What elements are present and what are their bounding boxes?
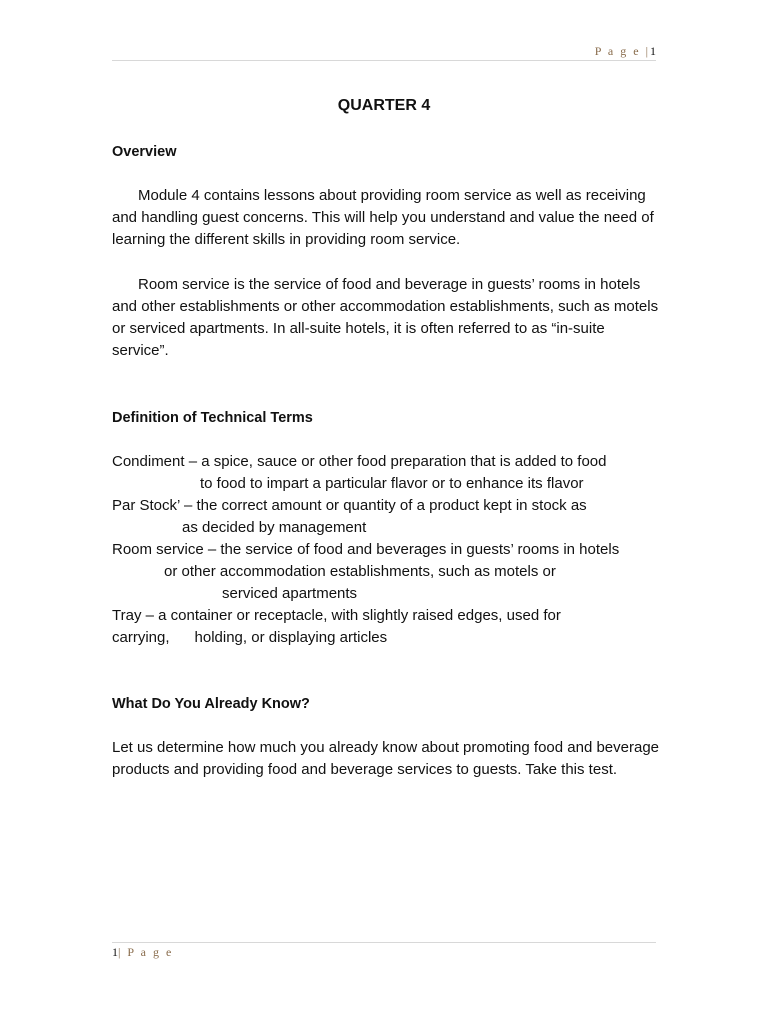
overview-section: [112, 141, 660, 163]
term-line: Tray – a container or receptacle, with slightly raised edges, used for: [112, 607, 561, 624]
term-line: Room service – the service of food and beverages in guests’ rooms in hotels: [112, 541, 620, 558]
header-page-label: P a g e |: [594, 44, 650, 58]
page-header: [595, 44, 656, 59]
header-page-number: 1: [650, 44, 656, 58]
overview-paragraph-1-block: [112, 185, 660, 251]
term-line: Par Stock’ – the correct amount or quantity of a product kept in stock as: [112, 497, 587, 514]
term-line: carrying, holding, or displaying articles: [112, 629, 388, 646]
header-rule: [112, 60, 656, 61]
page-footer: [112, 945, 173, 960]
know-section: [112, 693, 660, 715]
terms-section: [112, 407, 660, 429]
overview-paragraph-2-block: [112, 274, 660, 362]
overview-paragraph-1: Module 4 contains lessons about providing room service as well as receiving and handling guest concerns. This will help you understand and value the need of learning the different skills in providing room service.: [112, 187, 654, 248]
term-line: to food to impart a particular flavor or to enhance its flavor: [200, 475, 584, 492]
footer-rule: [112, 942, 656, 943]
know-heading: What Do You Already Know?: [112, 696, 310, 712]
footer-page-label: | P a g e: [118, 945, 174, 959]
know-paragraph-block: [112, 737, 660, 781]
overview-paragraph-2: Room service is the service of food and beverage in guests’ rooms in hotels and other establishments or other accommodation establishments, such as motels or serviced apartments. In all-suite hotels, it is often referred to as “in-suite service”.: [112, 276, 659, 359]
terms-list: [112, 451, 660, 649]
term-line: or other accommodation establishments, such as motels or: [164, 563, 556, 580]
page-title: QUARTER 4: [337, 97, 431, 114]
overview-heading: Overview: [112, 144, 177, 160]
footer-page-number: 1: [112, 945, 118, 959]
know-paragraph: Let us determine how much you already know about promoting food and beverage products and providing food and beverage services to guests. Take this test.: [112, 739, 660, 778]
term-line: Condiment – a spice, sauce or other food preparation that is added to food: [112, 453, 607, 470]
terms-heading: Definition of Technical Terms: [112, 410, 313, 426]
term-line: as decided by management: [182, 519, 367, 536]
term-line: serviced apartments: [222, 585, 358, 602]
